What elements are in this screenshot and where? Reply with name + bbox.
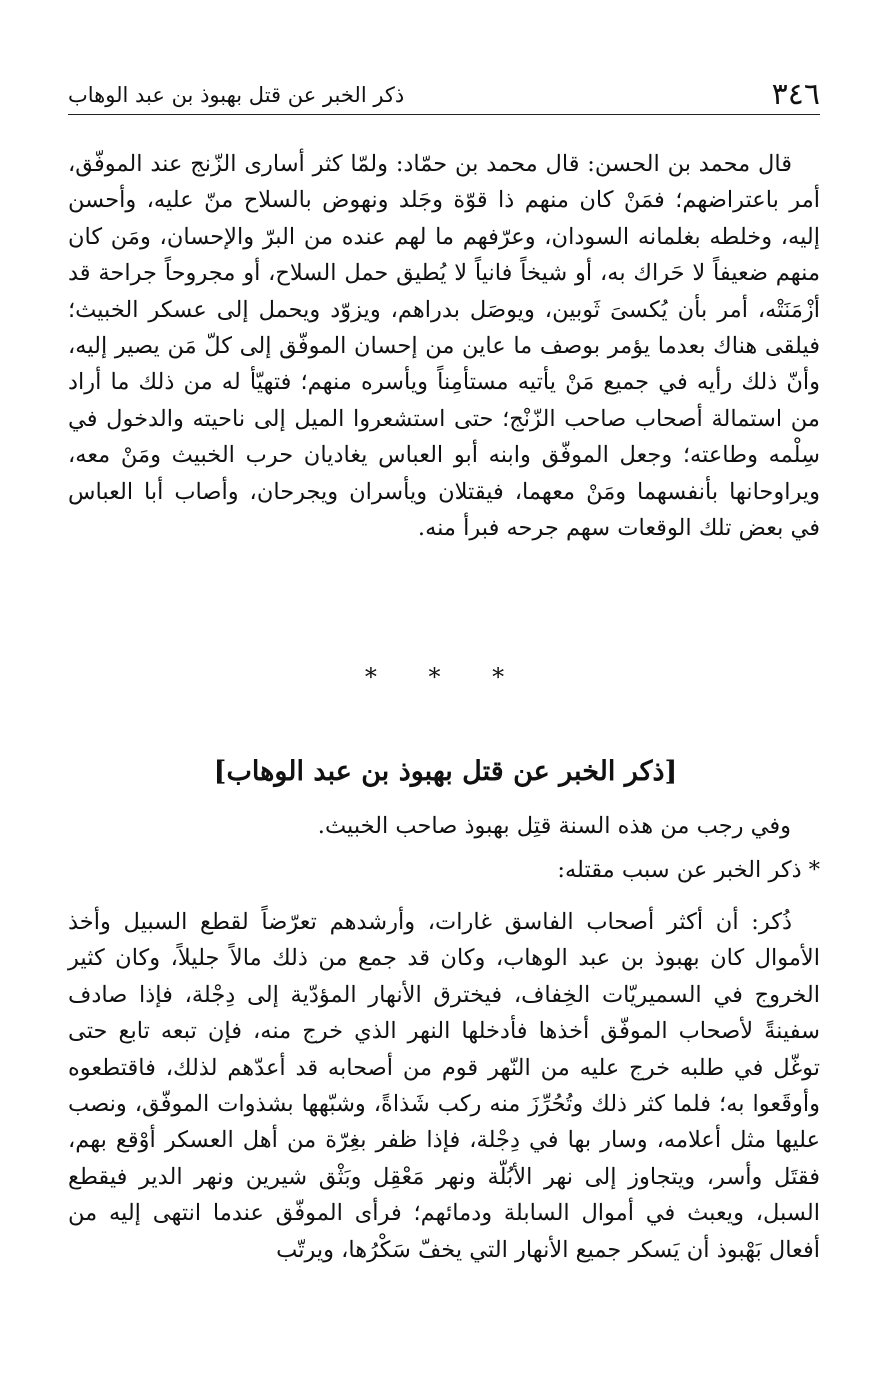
- body-line-1: وفي رجب من هذه السنة قتِل بهبوذ صاحب الخبيث.: [317, 813, 791, 839]
- page-number: ٣٤٦: [771, 77, 820, 112]
- section-separator: * * *: [364, 663, 527, 691]
- section-heading: [ذكر الخبر عن قتل بهبوذ بن عبد الوهاب]: [213, 756, 678, 787]
- body-paragraph-2: ذُكر: أن أكثر أصحاب الفاسق غارات، وأرشدهم تعرّضاً لقطع السبيل وأخذ الأموال كان بهبوذ بن عبد الوهاب، وكان قد جمع من ذلك مالاً جليلاً، وكان كثير الخروج في السميريّات الخِفاف، فيخترق الأنهار المؤدّية إلى دِجْلة، فإذا صادف سفينةً لأصحاب الموفّق أخذها فأدخلها النهر الذي خرج منه، فإن تبعه تابع حتى توغّل في طلبه خرج عليه من النّهر قوم من أصحابه قد أعدّهم لذلك، فاقتطعوه وأوقَعوا به؛ فلما كثر ذلك وتُحُرِّزَ منه ركب شَذاةً، وشبّهها بشذوات الموفّق، ونصب عليها مثل أعلامه، وسار بها في دِجْلة، فإذا ظفر بغِرّة من أهل العسكر أوْقع بهم، فقتَل وأسر، ويتجاوز إلى نهر الأبُلّة ونهر مَعْقِل وبَثْق شيرين ونهر الدير فيقطع السبل، ويعبث في أموال السابلة ودمائهم؛ فرأى الموفّق عندما انتهى إليه من أفعال بَهْبوذ أن يَسكر جميع الأنهار التي يخفّ سَكْرُها، ويرتّب: [68, 909, 820, 1263]
- body-paragraph-1: قال محمد بن الحسن: قال محمد بن حمّاد: ولمّا كثر أسارى الزّنج عند الموفّق، أمر باعتراضهم؛ فمَنْ كان منهم ذا قوّة وجَلد ونهوض بالسلاح منّ عليه، وأحسن إليه، وخلطه بغلمانه السودان، وعرّفهم ما لهم عنده من البرّ والإحسان، ومَن كان منهم ضعيفاً لا حَراك به، أو شيخاً فانياً لا يُطيق حمل السلاح، أو مجروحاً جراحة قد أزْمَنَتْه، أمر بأن يُكسىَ ثَوبين، ويوصَل بدراهم، ويزوّد ويحمل إلى عسكر الخبيث؛ فيلقى هناك بعدما يؤمر بوصف ما عاين من إحسان الموفّق إلى كلّ مَن يصير إليه، وأنّ ذلك رأيه في جميع مَنْ يأتيه مستأمِناً ويأسره منهم؛ فتهيّأ له من ذلك ما أراد من استمالة أصحاب صاحب الزّنْج؛ حتى استشعروا الميل إلى ناحيته والدخول في سِلْمه وطاعته؛ وجعل الموفّق وابنه أبو العباس يغاديان حرب الخبيث ومَنْ معه، ويراوحانها بأنفسهما ومَنْ معهما، فيقتلان ويأسران ويجرحان، وأصاب أبا العباس في بعض تلك الوقعات سهم جرحه فبرأ منه.: [68, 151, 820, 542]
- running-title: ذكر الخبر عن قتل بهبوذ بن عبد الوهاب: [68, 83, 405, 107]
- body-line-2: * ذكر الخبر عن سبب مقتله:: [557, 857, 820, 883]
- page-header: [68, 78, 820, 115]
